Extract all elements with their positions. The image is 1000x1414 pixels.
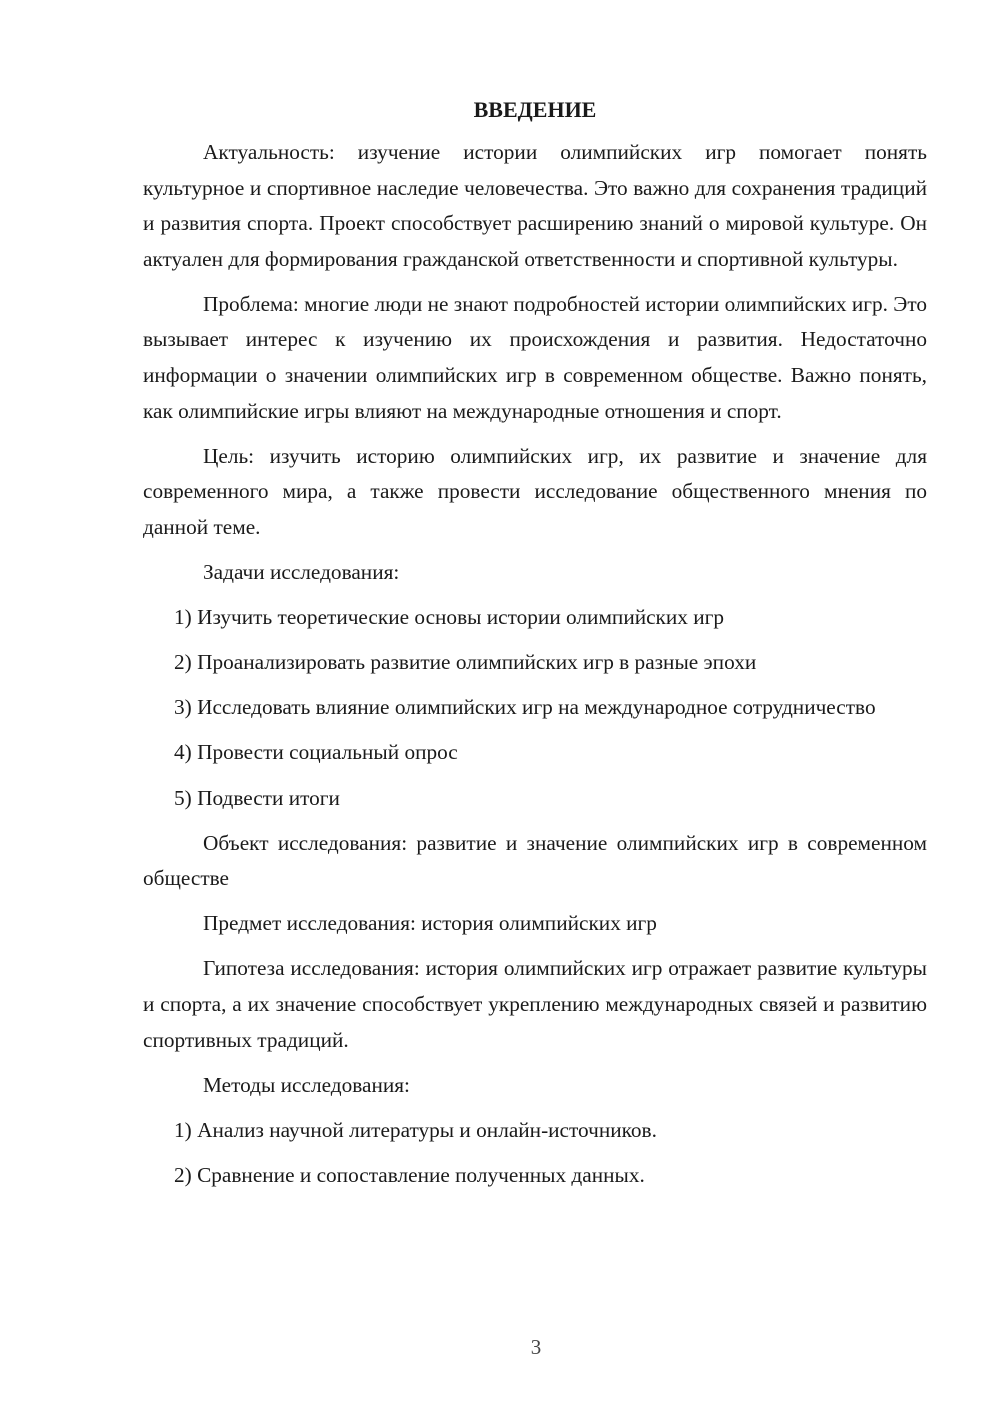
page-content — [143, 95, 927, 1203]
task-item-2: 2) Проанализировать развитие олимпийских игр в разные эпохи — [174, 650, 757, 675]
task-item-3: 3) Исследовать влияние олимпийских игр на международное сотрудничество — [174, 695, 876, 720]
object-paragraph: Объект исследования: развитие и значение олимпийских игр в современном обществе — [143, 830, 927, 891]
relevance-paragraph: Актуальность: изучение истории олимпийских игр помогает понять культурное и спортивное наследие человечества. Это важно для сохранения традиций и развития спорта. Проект способствует расширению знаний о мировой культуре. Он актуален для формирования гражданской ответственности и спортивной культуры. — [143, 140, 927, 271]
subject-paragraph: Предмет исследования: история олимпийских игр — [203, 911, 657, 936]
tasks-title: Задачи исследования: — [203, 560, 400, 585]
task-item-4: 4) Провести социальный опрос — [174, 740, 458, 765]
problem-paragraph: Проблема: многие люди не знают подробностей истории олимпийских игр. Это вызывает интерес к изучению их происхождения и развития. Недостаточно информации о значении олимпийских игр в современном обществе. Важно понять, как олимпийские игры влияют на международные отношения и спорт. — [143, 291, 927, 423]
task-item-5: 5) Подвести итоги — [174, 785, 340, 810]
hypothesis-paragraph: Гипотеза исследования: история олимпийских игр отражает развитие культуры и спорта, а их значение способствует укреплению международных связей и развитию спортивных традиций. — [143, 956, 927, 1052]
goal-paragraph: Цель: изучить историю олимпийских игр, их развитие и значение для современного мира, а также провести исследование общественного мнения по данной теме. — [143, 443, 927, 539]
methods-title: Методы исследования: — [203, 1072, 410, 1097]
task-item-1: 1) Изучить теоретические основы истории олимпийских игр — [174, 605, 725, 630]
page-title: ВВЕДЕНИЕ — [473, 97, 597, 122]
method-item-2: 2) Сравнение и сопоставление полученных данных. — [174, 1162, 645, 1187]
method-item-1: 1) Анализ научной литературы и онлайн-источников. — [174, 1117, 657, 1142]
page-number: 3 — [530, 1335, 542, 1359]
